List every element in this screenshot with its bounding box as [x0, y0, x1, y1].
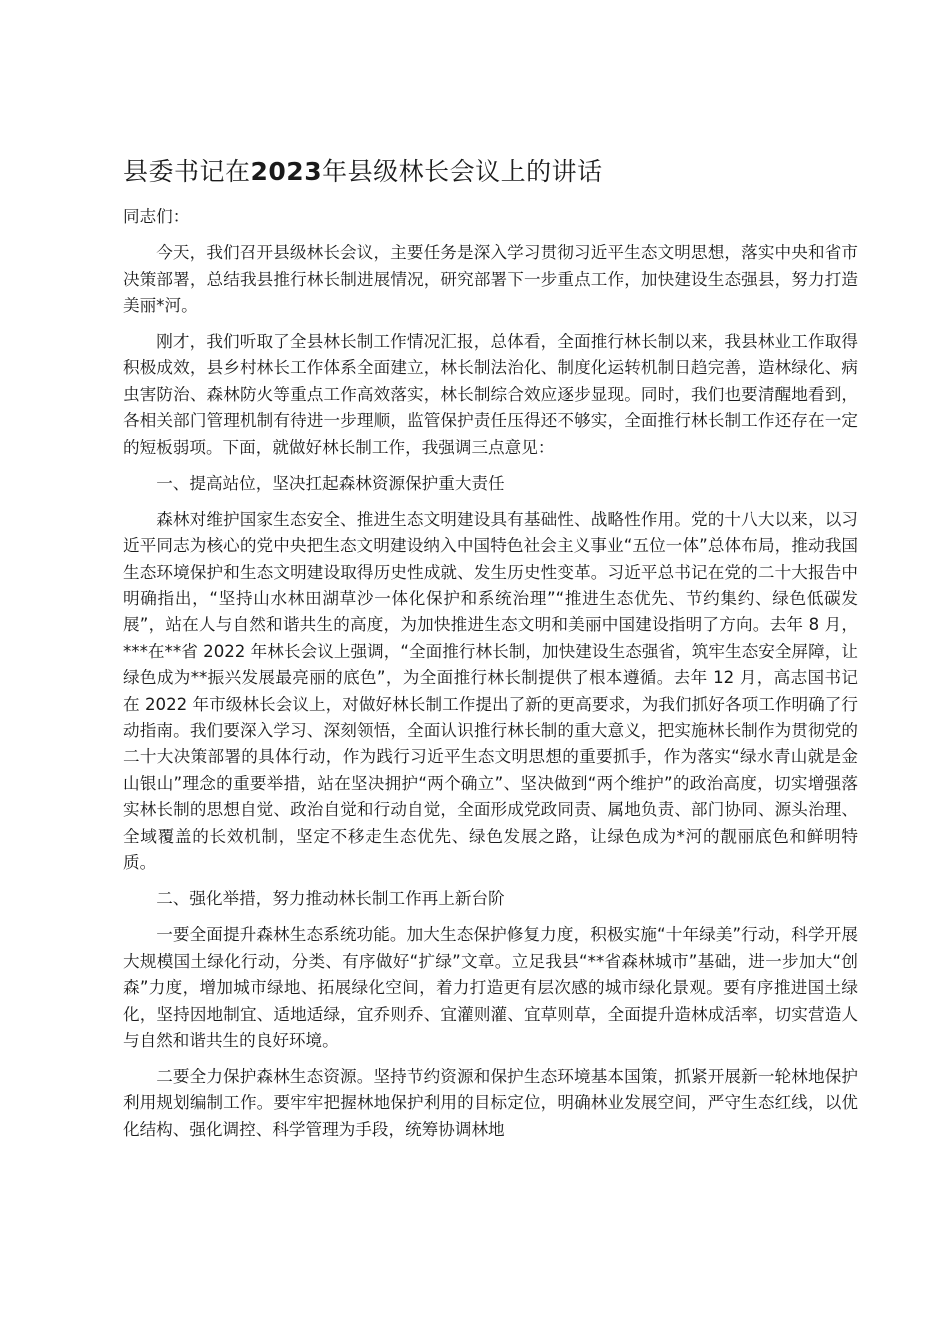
document-page: [123, 152, 858, 1153]
title-prefix: 县委书记在: [123, 157, 251, 186]
paragraph-measure-1: 一要全面提升森林生态系统功能。加大生态保护修复力度，积极实施“十年绿美”行动，科学开展大规模国土绿化行动，分类、有序做好“扩绿”文章。立足我县“**省森林城市”基础，进一步加大“创森”力度，增加城市绿地、拓展绿化空间，着力打造更有层次感的城市绿化景观。要有序推进国土绿化，坚持因地制宜、适地适绿，宜乔则乔、宜灌则灌、宜草则草，全面提升造林成活率，切实营造人与自然和谐共生的良好环境。: [123, 925, 858, 1050]
section-heading-2: 二、强化举措，努力推动林长制工作再上新台阶: [156, 889, 505, 909]
paragraph-overview: 刚才，我们听取了全县林长制工作情况汇报，总体看，全面推行林长制以来，我县林业工作取得积极成效，县乡村林长工作体系全面建立，林长制法治化、制度化运转机制日趋完善，造林绿化、病虫害防治、森林防火等重点工作高效落实，林长制综合效应逐步显现。同时，我们也要清醒地看到，各相关部门管理机制有待进一步理顺，监管保护责任压得还不够实，全面推行林长制工作还存在一定的短板弱项。下面，就做好林长制工作，我强调三点意见：: [123, 332, 858, 457]
title-suffix: 年县级林长会议上的讲话: [322, 157, 603, 186]
paragraph-measure-2: 二要全力保护森林生态资源。坚持节约资源和保护生态环境基本国策，抓紧开展新一轮林地保护利用规划编制工作。要牢牢把握林地保护利用的目标定位，明确林业发展空间，严守生态红线，以优化结构、强化调控、科学管理为手段，统筹协调林地: [123, 1067, 858, 1139]
salutation: 同志们：: [123, 207, 190, 226]
paragraph-section-1: 森林对维护国家生态安全、推进生态文明建设具有基础性、战略性作用。党的十八大以来，以习近平同志为核心的党中央把生态文明建设纳入中国特色社会主义事业“五位一体”总体布局，推动我国生态环境保护和生态文明建设取得历史性成就、发生历史性变革。习近平总书记在党的二十大报告中明确指出，“坚持山水林田湖草沙一体化保护和系统治理”“推进生态优先、节约集约、绿色低碳发展”，站在人与自然和谐共生的高度，为加快推进生态文明和美丽中国建设指明了方向。去年 8 月，***在**省 2022 年林长会议上强调，“全面推行林长制，加快建设生态强省，筑牢生态安全屏障，让绿色成为**振兴发展最亮丽的底色”，为全面推行林长制提供了根本遵循。去年 12 月，高志国书记在 2022 年市级林长会议上，对做好林长制工作提出了新的更高要求，为我们抓好各项工作明确了行动指南。我们要深入学习、深刻领悟，全面认识推行林长制的重大意义，把实施林长制作为贯彻党的二十大决策部署的具体行动，作为践行习近平生态文明思想的重要抓手，作为落实“绿水青山就是金山银山”理念的重要举措，站在坚决拥护“两个确立”、坚决做到“两个维护”的政治高度，切实增强落实林长制的思想自觉、政治自觉和行动自觉，全面形成党政同责、属地负责、部门协同、源头治理、全域覆盖的长效机制，坚定不移走生态优先、绿色发展之路，让绿色成为*河的靓丽底色和鲜明特质。: [123, 509, 858, 873]
document-title: [123, 152, 858, 192]
section-heading-1: 一、提高站位，坚决扛起森林资源保护重大责任: [156, 473, 505, 493]
title-year: 2023: [250, 157, 323, 186]
paragraph-intro: 今天，我们召开县级林长会议，主要任务是深入学习贯彻习近平生态文明思想，落实中央和省市决策部署，总结我县推行林长制进展情况，研究部署下一步重点工作，加快建设生态强县，努力打造美丽*河。: [123, 243, 858, 315]
